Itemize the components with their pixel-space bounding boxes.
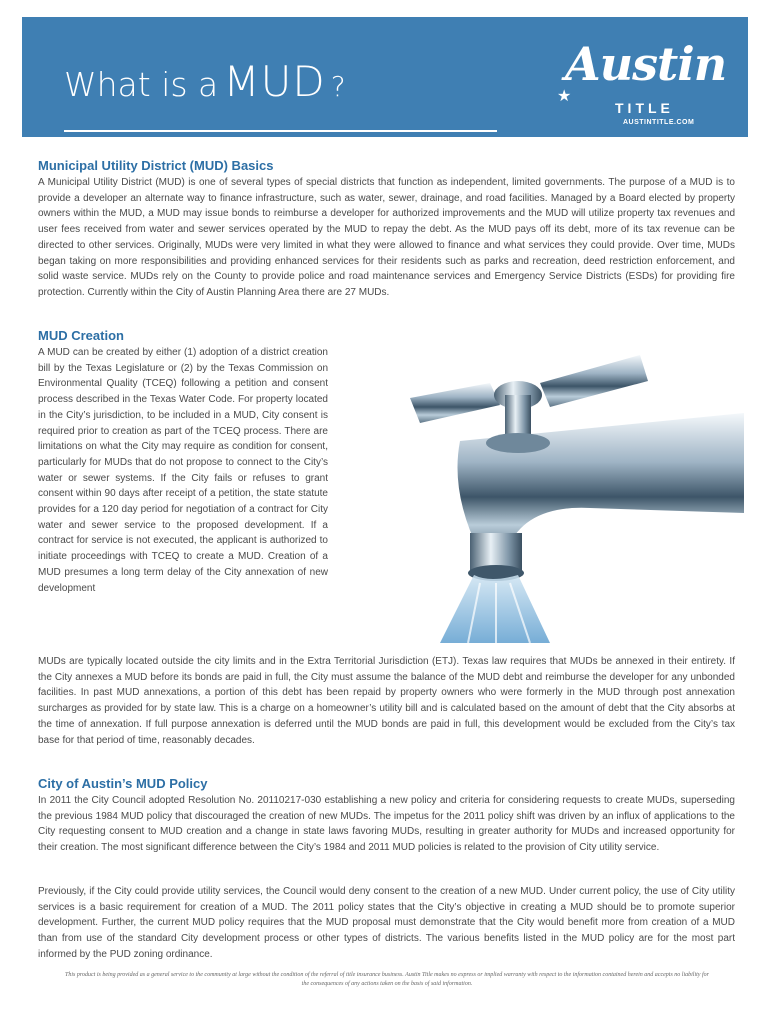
section-body-creation-continued: MUDs are typically located outside the city limits and in the Extra Territorial Jurisdiction (ETJ). Texas law requires that MUDs be annexed in their entirety. If the City annexes a MUD before its bonds are paid in full, the City must assume the balance of the MUD debt and reimburse the developer for any unbonded facilities. In past MUD annexations, a portion of this debt has been repaid by property owners who were formerly in the MUD through post annexation surcharges as provided for by state law. This is a charge on a homeowner’s utility bill and is calculated based on the amount of debt that the City absorbs at the time of annexation. If full purpose annexation is deferred until the MUD bonds are paid in full, this development would be excluded from the City’s tax base for that period of time, reasonably decades. [38,656,735,746]
section-body-creation: A MUD can be created by either (1) adoption of a district creation bill by the Texas Legislature or (2) by the Texas Commission on Environmental Quality (TCEQ) following a petition and consent process described in the Texas Water Code. For property located in the City’s jurisdiction, to be included in a MUD, City consent is required prior to creation as part of the TCEQ process. There are limitations on what the City may require as condition for consent, particularly for MUDs that do not propose to connect to the City’s water or sewer systems. If the City fails or refuses to grant consent within 90 days after receipt of a petition, the state statute provides for a 120 day period for negotiation of a contract for City water and sewer service to the proposed development. If a contract for service is not executed, the applicant is authorized to initiate proceedings with TCEQ to create a MUD. Creation of a MUD presumes a long term delay of the City annexation of new development [38,347,328,594]
page-title [64,57,346,106]
section-heading-basics: Municipal Utility District (MUD) Basics [38,158,274,173]
section-heading-policy: City of Austin’s MUD Policy [38,776,208,791]
page-title-part3: ? [330,70,346,103]
header-banner [22,17,748,137]
star-icon: ★ [557,88,572,105]
section-body-policy: In 2011 the City Council adopted Resolution No. 20110217-030 establishing a new policy and criteria for considering requests to create MUDs, superseding the previous 1984 MUD policy that discouraged the creation of new MUDs. The impetus for the 2011 policy shift was driven by an influx of applications to the City requesting consent to MUD creation and a change in state laws favoring MUDs, resulting in greater authority for MUDs and increased opportunity for their creation. The most significant difference between the City’s 1984 and 2011 MUD policies is related to the provision of City utility service. [38,795,735,854]
logo-url: AUSTINTITLE.COM [623,119,695,126]
logo-wordmark: Austin [565,37,727,91]
section-body-basics: A Municipal Utility District (MUD) is one of several types of special districts that function as independent, limited governments. The purpose of a MUD is to provide a developer an alternate way to finance infrastructure, such as water, sewer, drainage, and road facilities. Managed by a Board elected by property owners within the MUD, a MUD may issue bonds to reimburse a developer for authorized improvements and the MUD will utilize property tax revenues and user fees received from water and sewer services operated by the MUD to repay the debt. As the MUD pays off its debt, more of its tax revenue can be directed to other services. Originally, MUDs were very limited in what they were allowed to finance and what services they could provide. Over time, MUDs began taking on more responsibilities and providing enhanced services for their residents such as parks and recreation, deed restriction enforcement, and solid waste service. MUDs rely on the County to provide police and road maintenance services and Emergency Service Districts (ESDs) for providing fire protection. Currently within the City of Austin Planning Area there are 27 MUDs. [38,177,735,298]
footer-disclaimer: This product is being provided as a general service to the community at large without the condition of the referral of title insurance business. Austin Title makes no express or implied warranty with respect to the information contained herein and accepts no liability for the consequences of any actions taken on the basis of said information. [65,972,709,987]
title-underline [64,130,497,132]
page-title-part1: What is a [64,65,219,104]
austin-title-logo [555,37,730,133]
section-body-policy-continued: Previously, if the City could provide utility services, the Council would deny consent to the creation of a new MUD. Under current policy, the use of City utility services is a basic requirement for creation of a MUD. The 2011 policy states that the City’s objective in creating a MUD should be to promote superior development. Further, the current MUD policy requires that the MUD proposal must demonstrate that the City would benefit more from creation of a MUD than from use of the standard City development process or other types of districts. The various benefits listed in the MUD policy are for the most part informed by the PUD zoning ordinance. [38,886,735,960]
page-title-part2: MUD [223,57,326,106]
section-heading-creation: MUD Creation [38,328,124,343]
document-page [22,17,748,1017]
logo-subword: TITLE [615,100,674,116]
water-faucet-image [340,343,744,648]
